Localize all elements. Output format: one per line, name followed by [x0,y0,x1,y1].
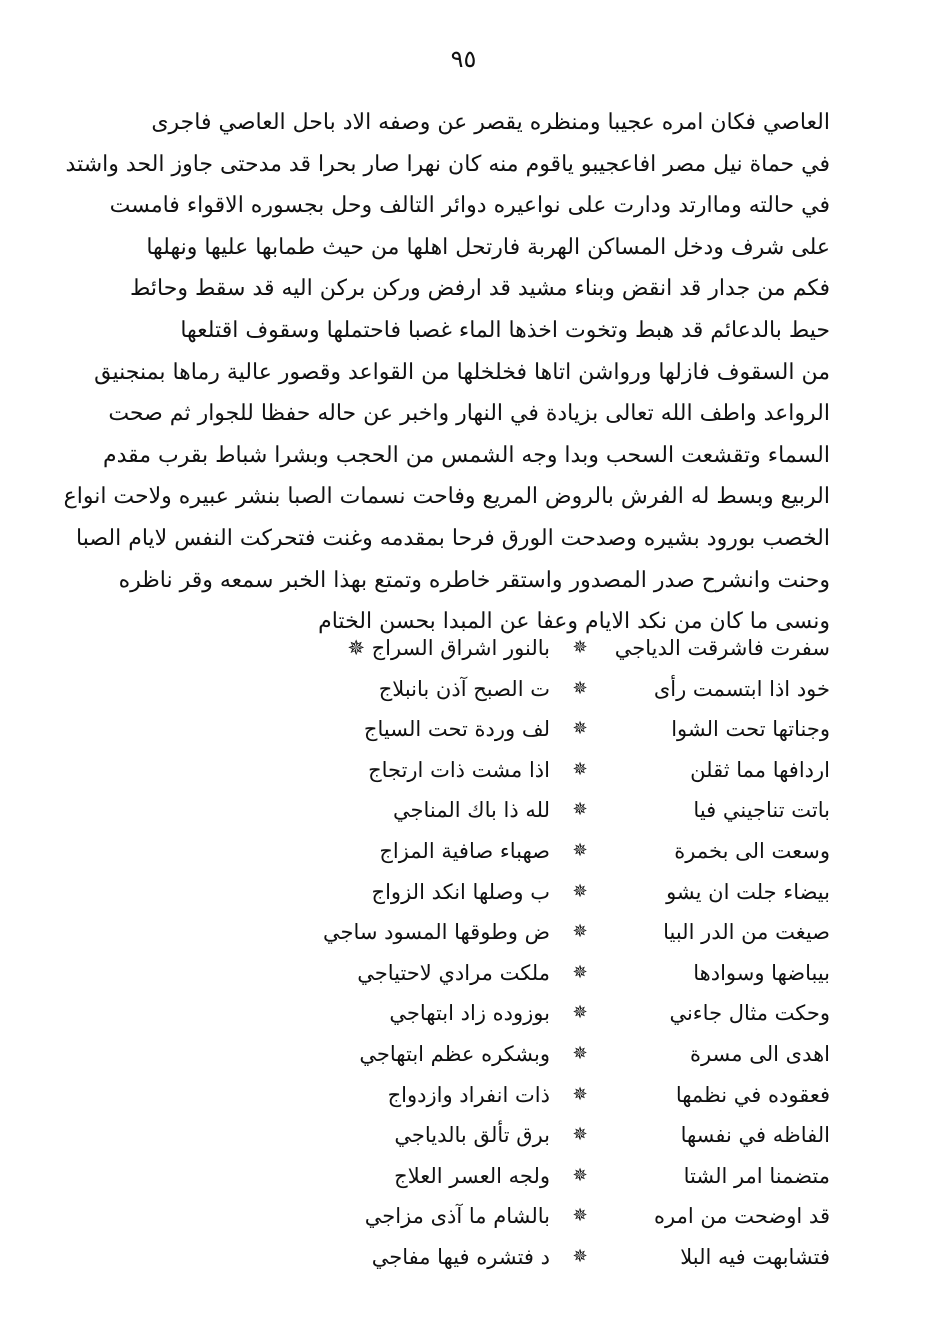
verse-line [290,1075,850,1116]
prose-line: الخصب بورود بشيره وصدحت الورق فرحا بمقدمه وغنت فتحركت النفس لايام الصبا [76,525,830,551]
verse-line [290,628,850,669]
verse-second-hemistich: بوزوده زاد ابتهاجي [389,1001,550,1026]
prose-line: على شرف ودخل المساكن الهربة فارتحل اهلها من حيث طمابها عليها ونهلها [146,234,830,260]
verse-first-hemistich: فتشابهت فيه البلا [680,1244,830,1269]
verse-second-hemistich: ض وطوقها المسود ساجي [322,920,550,945]
star-separator-icon: ✵ [572,1205,588,1227]
verse-first-hemistich: وحكت مثال جاءني [669,1001,830,1026]
prose-line: فكم من جدار قد انقض وبناء مشيد قد ارفض وركن بركن اليه قد سقط وحائط [130,276,830,302]
verse-second-hemistich: بالشام ما آذى مزاجي [364,1204,550,1229]
verse-line [290,872,850,913]
verse-second-hemistich: صهباء صافية المزاج [379,838,550,863]
verse-first-hemistich: سفرت فاشرقت الدياجي [614,636,830,660]
verse-line [290,790,850,831]
star-separator-icon: ✵ [572,1124,588,1146]
prose-line: من السقوف فازلها ورواشن اتاها فخلخلها من القواعد وقصور عالية رماها بمنجنيق [94,359,830,385]
verse-second-hemistich: بالنور اشراق السراج ✵ [347,636,550,660]
verse-first-hemistich: الفاظه في نفسها [680,1123,830,1148]
verse-second-hemistich: ت الصبح آذن بانبلاج [378,676,550,701]
prose-line: حيط بالدعائم قد هبط وتخوت اخذها الماء غصبا فاحتملها وسقوف اقتلعها [180,317,830,343]
verse-first-hemistich: اردافها مما ثقلن [690,757,830,782]
verse-second-hemistich: لله ذا باك المناجي [393,798,550,823]
verse-first-hemistich: اهدى الى مسرة [689,1041,830,1066]
star-separator-icon: ✵ [572,1002,588,1024]
verse-line [290,669,850,710]
verse-line [290,1237,850,1278]
verse-line [290,912,850,953]
verse-line [290,831,850,872]
prose-line: الرواعد واطف الله تعالى بزيادة في النهار واخبر عن حاله حفظا للجوار ثم صحت [108,401,830,427]
verse-first-hemistich: بيضاء جلت ان يشو [666,879,830,904]
star-separator-icon: ✵ [572,637,588,658]
poem [290,628,850,1278]
verse-second-hemistich: ب وصلها انكد الزواج [371,879,550,904]
verse-first-hemistich: وجناتها تحت الشوا [671,717,830,742]
star-separator-icon: ✵ [572,1245,588,1267]
verse-first-hemistich: باتت تناجيني فيا [693,798,830,823]
prose-line: ونسى ما كان من نكد الايام وعفا عن المبدا بحسن الختام [318,609,830,635]
verse-second-hemistich: د فتشره فيها مفاجي [371,1244,550,1269]
verse-first-hemistich: وسعت الى بخمرة [674,838,830,863]
star-separator-icon: ✵ [572,880,588,902]
star-separator-icon: ✵ [572,1042,588,1064]
verse-first-hemistich: قد اوضحت من امره [654,1204,830,1229]
prose-line: في حماة نيل مصر افاعجيبو ياقوم منه كان نهرا صار بحرا قد مدحتى جاوز الحد واشتد [65,151,830,177]
prose-paragraph [63,102,830,643]
verse-line [290,993,850,1034]
verse-line [290,1156,850,1197]
prose-line: العاصي فكان امره عجيبا ومنظره يقصر عن وصفه الاد باحل العاصي فاجرى [151,110,830,135]
star-separator-icon: ✵ [572,839,588,861]
verse-second-hemistich: ولجه العسر العلاج [394,1163,550,1188]
star-separator-icon: ✵ [572,758,588,780]
verse-second-hemistich: ذات انفراد وازدواج [387,1082,550,1107]
star-separator-icon: ✵ [572,961,588,983]
verse-line [290,709,850,750]
verse-second-hemistich: برق تألق بالدياجي [394,1123,550,1148]
prose-line: السماء وتقشعت السحب وبدا وجه الشمس من الحجب وبشرا شباط بقرب مقدم [102,442,830,468]
verse-line [290,750,850,791]
verse-second-hemistich: لف وردة تحت السياج [363,717,550,742]
star-separator-icon: ✵ [572,921,588,943]
verse-line [290,1196,850,1237]
star-separator-icon: ✵ [572,718,588,740]
verse-first-hemistich: فعقوده في نظمها [675,1082,830,1107]
verse-second-hemistich: اذا مشت ذات ارتجاج [368,757,550,782]
verse-line [290,1115,850,1156]
star-separator-icon: ✵ [572,1164,588,1186]
verse-line [290,1034,850,1075]
prose-line: الربيع وبسط له الفرش بالروض المريع وفاحت نسمات الصبا بنشر عبيره ولاحت انواع [63,484,830,510]
verse-first-hemistich: صيغت من الدر البيا [663,920,830,945]
verse-second-hemistich: ملكت مرادي لاحتياجي [357,960,550,985]
verse-first-hemistich: بيباضها وسوادها [693,960,830,985]
verse-first-hemistich: متضمنا امر الشتا [683,1163,830,1188]
star-separator-icon: ✵ [572,677,588,699]
verse-second-hemistich: وبشكره عظم ابتهاجي [359,1041,550,1066]
page-number: ٩٥ [450,45,477,73]
star-separator-icon: ✵ [572,1083,588,1105]
star-separator-icon: ✵ [572,799,588,821]
verse-first-hemistich: خود اذا ابتسمت رأى [653,676,830,701]
verse-line [290,953,850,994]
prose-line: في حالته وماارتد ودارت على نواعيره دوائر التالف وحل بجسوره الاقواء فامست [109,193,830,219]
prose-line: وحنت وانشرح صدر المصدور واستقر خاطره وتمتع بهذا الخبر سمعه وقر ناظره [118,567,830,593]
